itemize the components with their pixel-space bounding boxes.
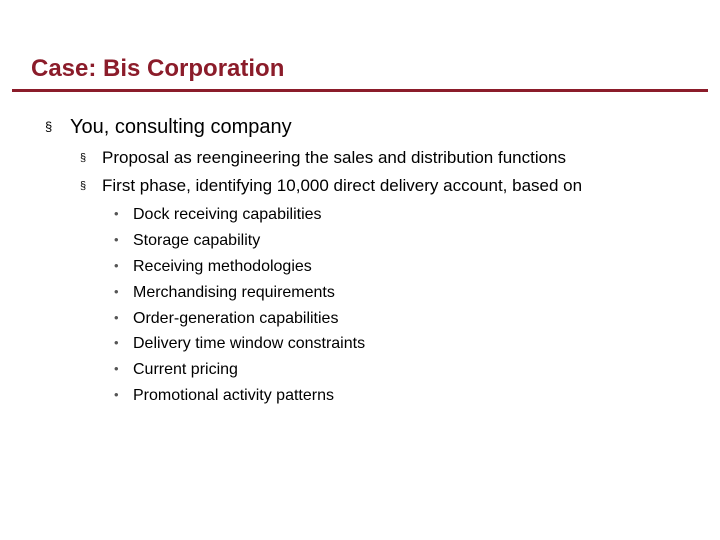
bullet-level2 bbox=[80, 174, 582, 198]
bullet-level1 bbox=[45, 113, 292, 141]
bullet-text: Proposal as reengineering the sales and distribution functions bbox=[102, 148, 567, 167]
bullet-text: Merchandising requirements bbox=[133, 284, 335, 301]
bullet-level3 bbox=[114, 255, 312, 278]
bullet-text: Current pricing bbox=[133, 361, 238, 378]
dot-bullet-icon: • bbox=[114, 361, 119, 376]
dot-bullet-icon: • bbox=[114, 284, 119, 299]
dot-bullet-icon: • bbox=[114, 206, 119, 221]
dot-bullet-icon: • bbox=[114, 335, 119, 350]
dot-bullet-icon: • bbox=[114, 310, 119, 325]
bullet-text: You, consulting company bbox=[70, 116, 292, 138]
bullet-level3 bbox=[114, 281, 335, 304]
section-bullet-icon: § bbox=[80, 152, 87, 164]
dot-bullet-icon: • bbox=[114, 232, 119, 247]
bullet-text: Promotional activity patterns bbox=[133, 387, 334, 404]
bullet-level3 bbox=[114, 358, 238, 381]
bullet-text: Delivery time window constraints bbox=[133, 335, 366, 352]
title-divider bbox=[12, 89, 708, 92]
dot-bullet-icon: • bbox=[114, 258, 119, 273]
bullet-level3 bbox=[114, 229, 260, 252]
section-bullet-icon: § bbox=[45, 119, 53, 134]
bullet-text: Dock receiving capabilities bbox=[133, 206, 322, 223]
slide-title: Case: Bis Corporation bbox=[31, 55, 285, 82]
bullet-level3 bbox=[114, 384, 334, 407]
bullet-level3 bbox=[114, 203, 322, 226]
bullet-text: Order-generation capabilities bbox=[133, 310, 339, 327]
bullet-text: Receiving methodologies bbox=[133, 258, 312, 275]
bullet-text: First phase, identifying 10,000 direct delivery account, based on bbox=[102, 176, 583, 195]
bullet-level3 bbox=[114, 332, 365, 355]
bullet-level2 bbox=[80, 146, 566, 170]
bullet-level3 bbox=[114, 307, 338, 330]
dot-bullet-icon: • bbox=[114, 387, 119, 402]
bullet-text: Storage capability bbox=[133, 232, 261, 249]
section-bullet-icon: § bbox=[80, 180, 87, 192]
